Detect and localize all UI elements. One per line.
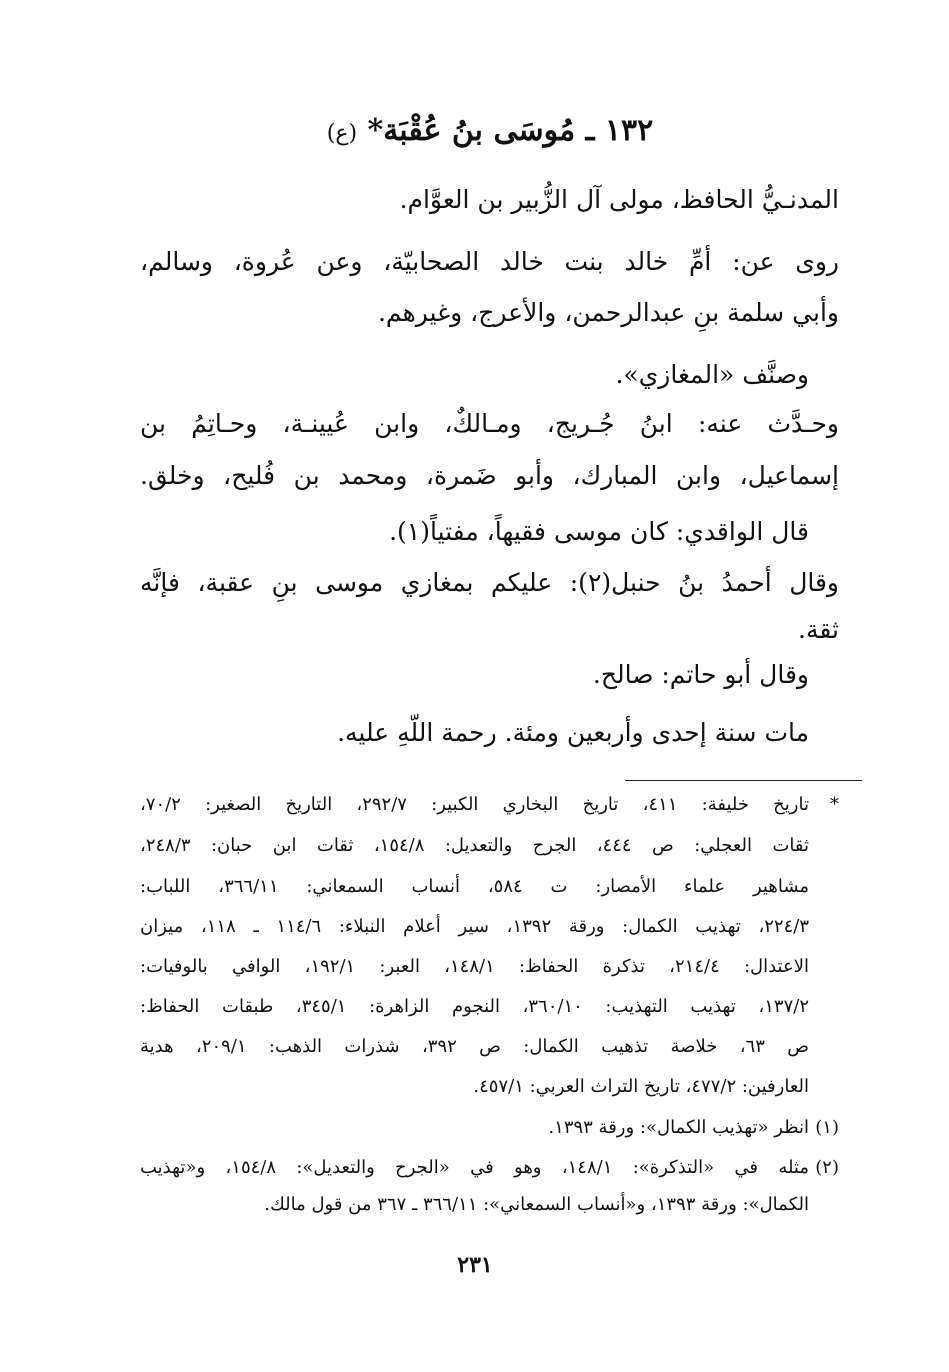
entry-number: ١٣٢ [604, 113, 654, 148]
footnote-line: ٢٢٤/٣، تهذيب الكمال: ورقة ١٣٩٢، سير أعلام النبلاء: ١١٤/٦ ـ ١١٨، ميزان [140, 916, 810, 937]
body-line: وحـدَّث عنه: ابنُ جُـريج، ومـالكٌ، وابن عُيينـة، وحـاتِمُ بن [140, 409, 839, 438]
footnote-line: العارفين: ٤٧٧/٢، تاريخ التراث العربي: ٤٥٧/١. [473, 1076, 809, 1097]
footnote-line: مشاهير علماء الأمصار: ت ٥٨٤، أنساب السمعاني: ٣٦٦/١١، اللباب: [140, 876, 810, 897]
footnote-line: ١٣٧/٢، تهذيب التهذيب: ٣٦٠/١٠، النجوم الزاهرة: ٣٤٥/١، طبقات الحفاظ: [140, 996, 810, 1017]
footnote-star-marker: * [830, 794, 839, 815]
body-line: إسماعيل، وابن المبارك، وأبو ضَمرة، ومحمد بن فُليح، وخلق. [140, 461, 839, 490]
body-line: وأبي سلمة بنِ عبدالرحمن، والأعرج، وغيرهم. [377, 298, 839, 327]
body-line: المدنـيُّ الحافظ، مولى آل الزُّبير بن العوَّام. [399, 185, 839, 214]
entry-heading [140, 108, 840, 157]
entry-name: مُوسَى بنُ عُقْبَة* [367, 113, 576, 148]
body-line: وصنَّف «المغازي». [615, 360, 809, 389]
body-line: وقال أحمدُ بنُ حنبل(٢): عليكم بمغازي موسى بنِ عقبة، فإنَّه [140, 568, 839, 597]
page-number: ٢٣١ [457, 1252, 493, 1278]
footnote-2-line: مثله في «التذكرة»: ١٤٨/١، وهو في «الجرح والتعديل»: ١٥٤/٨، و«تهذيب [140, 1157, 810, 1178]
body-line: قال الواقدي: كان موسى فقيهاً، مفتياً(١). [389, 517, 809, 546]
footnote-2-line: الكمال»: ورقة ١٣٩٣، و«أنساب السمعاني»: ٣٦٦/١١ ـ ٣٦٧ من قول مالك. [264, 1194, 809, 1215]
body-line: وقال أبو حاتم: صالح. [592, 660, 809, 689]
footnote-line: ص ٦٣، خلاصة تذهيب الكمال: ص ٣٩٢، شذرات الذهب: ٢٠٩/١، هدية [140, 1036, 810, 1057]
body-line: ثقة. [798, 615, 839, 644]
entry-symbol: (ع) [326, 121, 358, 146]
footnote-line: ثقات العجلي: ص ٤٤٤، الجرح والتعديل: ١٥٤/٨، ثقات ابن حبان: ٢٤٨/٣، [140, 835, 810, 856]
entry-dash: ـ [585, 113, 595, 148]
footnote-separator [625, 780, 862, 781]
footnote-1: انظر «تهذيب الكمال»: ورقة ١٣٩٣. [548, 1117, 809, 1138]
footnote-1-marker: (١) [815, 1117, 839, 1138]
body-line: مات سنة إحدى وأربعين ومئة. رحمة اللّهِ عليه. [337, 718, 809, 747]
footnote-line: تاريخ خليفة: ٤١١، تاريخ البخاري الكبير: ٢٩٢/٧، التاريخ الصغير: ٧٠/٢، [140, 794, 809, 815]
body-line: روى عن: أمِّ خالد بنت خالد الصحابيّة، وعن عُروة، وسالم، [140, 247, 839, 276]
footnote-2-marker: (٢) [815, 1157, 839, 1178]
footnote-line: الاعتدال: ٢١٤/٤، تذكرة الحفاظ: ١٤٨/١، العبر: ١٩٢/١، الوافي بالوفيات: [140, 956, 809, 977]
